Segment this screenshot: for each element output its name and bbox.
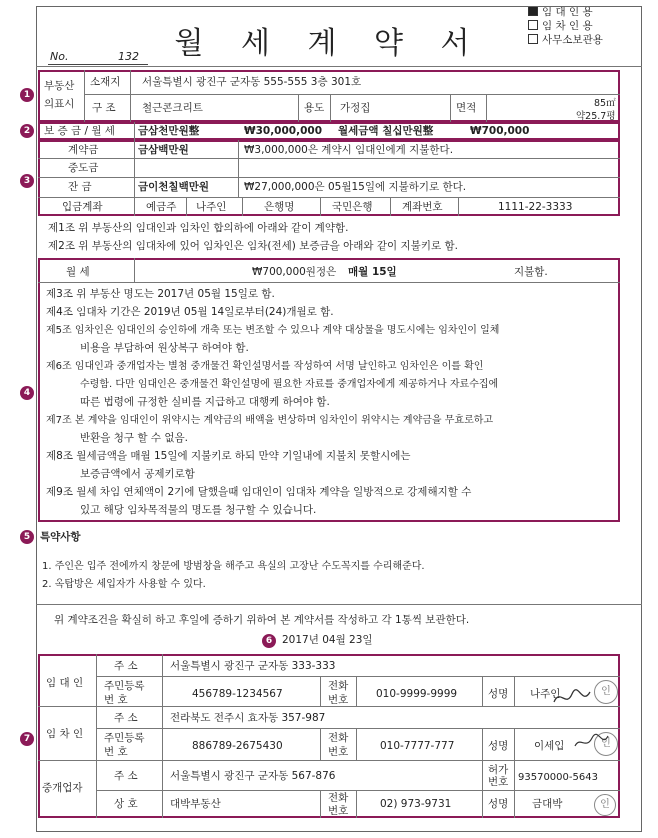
contract-deposit-korean: 금삼백만원 bbox=[138, 144, 189, 156]
broker-name: 금대박 bbox=[532, 798, 563, 810]
lessor-phone-label-2: 번호 bbox=[328, 694, 349, 706]
clause-5: 제5조 임차인은 임대인의 승인하에 개축 또는 변조할 수 있으나 계약 대상물을 명도시에는 임차인이 일체 bbox=[46, 325, 500, 336]
contract-deposit-label: 계약금 bbox=[68, 144, 99, 156]
marker-3: 3 bbox=[20, 174, 34, 188]
clause-9: 제9조 월세 차임 연체액이 2기에 달했을때 임대인이 임대차 계약을 일방적으로 강제해지할 수 bbox=[46, 486, 472, 498]
lessor-seal: 인 bbox=[594, 680, 618, 704]
clause-3: 제3조 위 부동산 명도는 2017년 05월 15일로 함. bbox=[46, 288, 275, 300]
clause-9-cont: 있고 해당 임차목적물의 명도를 청구할 수 있습니다. bbox=[80, 504, 317, 516]
monthly-rent-korean: 월세금액 칠십만원整 bbox=[338, 125, 434, 137]
clause-6-cont-1: 수령함. 다만 임대인은 중개물건 확인설명에 필요한 자료를 중개업자에게 제공하거나 자료수집에 bbox=[80, 379, 499, 390]
holder-value: 나주인 bbox=[196, 201, 227, 213]
lessor-name-label: 성명 bbox=[488, 688, 509, 700]
broker-label: 중개업자 bbox=[42, 782, 83, 794]
lessor-phone-label-1: 전화 bbox=[328, 680, 349, 692]
account-label: 입금계좌 bbox=[62, 201, 103, 213]
marker-5: 5 bbox=[20, 530, 34, 544]
broker-phone: 02) 973-9731 bbox=[380, 798, 452, 810]
lessor-address: 서울특별시 광진구 군자동 333-333 bbox=[170, 660, 336, 672]
checkbox-lessor-copy[interactable]: 임 대 인 용 bbox=[528, 6, 593, 19]
bank-label: 은행명 bbox=[264, 201, 295, 213]
broker-license: 93570000-5643 bbox=[518, 772, 598, 783]
deposit-amount: ₩30,000,000 bbox=[244, 125, 323, 137]
use-label: 용도 bbox=[304, 102, 325, 114]
area-pyeong: 약25.7평 bbox=[576, 111, 616, 122]
monthly-suffix: 지불함. bbox=[514, 266, 548, 278]
broker-phone-label-1: 전화 bbox=[328, 792, 349, 804]
lessee-id-label-1: 주민등록 bbox=[104, 732, 145, 744]
contract-date: 2017년 04월 23일 bbox=[282, 634, 373, 646]
deposit-label: 보 증 금 / 월 세 bbox=[44, 125, 115, 137]
doc-no-label: No. bbox=[50, 50, 69, 63]
balance-korean: 금이천칠백만원 bbox=[138, 181, 210, 193]
lessee-phone-label-2: 번호 bbox=[328, 746, 349, 758]
structure-label: 구 조 bbox=[92, 102, 116, 114]
section-deposit-box bbox=[38, 122, 620, 140]
broker-license-label-1: 허가 bbox=[488, 764, 509, 776]
lessor-address-label: 주 소 bbox=[114, 660, 138, 672]
lessee-seal: 인 bbox=[594, 732, 618, 756]
broker-license-label-2: 번호 bbox=[488, 776, 509, 788]
clause-5-cont: 비용을 부담하여 원상복구 하여야 함. bbox=[80, 342, 249, 354]
clause-7: 제7조 본 계약을 임대인이 위약시는 계약금의 배액을 변상하며 임차인이 위약시는 계약금을 무효로하고 bbox=[46, 415, 494, 426]
lessee-signature-icon bbox=[572, 730, 612, 754]
marker-2: 2 bbox=[20, 124, 34, 138]
property-group-label-1: 부동산 bbox=[44, 80, 75, 92]
lessor-label: 임 대 인 bbox=[46, 677, 84, 689]
location-label: 소재지 bbox=[90, 76, 121, 88]
monthly-pay-day: 매월 15일 bbox=[348, 266, 397, 278]
location-value: 서울특별시 광진구 군자동 555-555 3층 301호 bbox=[142, 76, 362, 88]
lessee-id: 886789-2675430 bbox=[192, 740, 283, 752]
document-title: 월 세 계 약 서 bbox=[174, 26, 484, 61]
broker-address-label: 주 소 bbox=[114, 770, 138, 782]
broker-name-label: 성명 bbox=[488, 798, 509, 810]
contract-deposit-text: ₩3,000,000은 계약시 임대인에게 지불한다. bbox=[244, 144, 454, 156]
lessee-address-label: 주 소 bbox=[114, 712, 138, 724]
marker-4: 4 bbox=[20, 386, 34, 400]
structure-value: 철근콘크리트 bbox=[142, 102, 203, 114]
lessee-phone: 010-7777-777 bbox=[380, 740, 455, 752]
marker-6: 6 bbox=[262, 634, 276, 648]
lessor-signature-icon bbox=[550, 682, 600, 714]
broker-address: 서울특별시 광진구 군자동 567-876 bbox=[170, 770, 336, 782]
clause-1: 제1조 위 부동산의 임대인과 임차인 합의하에 아래와 같이 계약함. bbox=[48, 222, 349, 234]
lessor-name: 나주인 bbox=[530, 688, 561, 700]
lessee-phone-label-1: 전화 bbox=[328, 732, 349, 744]
special-term-1: 1. 주인은 입주 전에까지 창문에 방범창을 해주고 욕실의 고장난 수도꼭지를 수리해준다. bbox=[42, 561, 425, 572]
account-number-value: 1111-22-3333 bbox=[498, 201, 573, 213]
broker-trade-label: 상 호 bbox=[114, 798, 138, 810]
broker-trade-name: 대박부동산 bbox=[170, 798, 221, 810]
monthly-amount-text: ₩700,000원정은 bbox=[252, 266, 337, 278]
area-label: 면적 bbox=[456, 102, 477, 114]
checkbox-office-copy[interactable]: 사무소보관용 bbox=[528, 34, 603, 47]
broker-seal: 인 bbox=[594, 794, 616, 816]
holder-label: 예금주 bbox=[146, 201, 177, 213]
clause-6: 제6조 임대인과 중개업자는 별첨 중개물건 확인설명서를 작성하여 서명 날인하고 임차인은 이를 확인 bbox=[46, 361, 484, 372]
checkbox-lessee-copy[interactable]: 임 차 인 용 bbox=[528, 20, 593, 33]
special-term-2: 2. 옥탑방은 세입자가 사용할 수 있다. bbox=[42, 579, 206, 590]
lessor-id-label-1: 주민등록 bbox=[104, 680, 145, 692]
lessee-label: 임 차 인 bbox=[46, 728, 84, 740]
bank-value: 국민은행 bbox=[332, 201, 373, 213]
marker-1: 1 bbox=[20, 88, 34, 102]
balance-label: 잔 금 bbox=[68, 181, 92, 193]
lessee-address: 전라북도 전주시 효자동 357-987 bbox=[170, 712, 326, 724]
lessor-id: 456789-1234567 bbox=[192, 688, 283, 700]
special-terms-title: 특약사항 bbox=[40, 531, 81, 543]
lessee-name-label: 성명 bbox=[488, 740, 509, 752]
clause-8: 제8조 월세금액을 매월 15일에 지불키로 하되 만약 기일내에 지불치 못할시에는 bbox=[46, 450, 411, 462]
clause-8-cont: 보증금액에서 공제키로함 bbox=[80, 468, 195, 480]
middle-payment-label: 중도금 bbox=[68, 162, 99, 174]
area-value: 85㎡ bbox=[594, 98, 616, 109]
monthly-label: 월 세 bbox=[66, 266, 90, 278]
account-number-label: 계좌번호 bbox=[402, 201, 443, 213]
clause-4: 제4조 임대차 기간은 2019년 05월 14일로부터(24)개월로 함. bbox=[46, 306, 334, 318]
marker-7: 7 bbox=[20, 732, 34, 746]
closing-statement: 위 계약조건을 확실히 하고 후일에 증하기 위하여 본 계약서를 작성하고 각 1통씩 보관한다. bbox=[54, 614, 470, 626]
lessor-phone: 010-9999-9999 bbox=[376, 688, 458, 700]
clause-6-cont-2: 따른 법령에 규정한 실비를 지급하고 대행케 하여야 함. bbox=[80, 396, 330, 408]
deposit-korean-amount: 금삼천만원整 bbox=[138, 125, 200, 137]
monthly-rent-amount: ₩700,000 bbox=[470, 125, 530, 137]
lessee-id-label-2: 번 호 bbox=[104, 746, 128, 758]
clause-2: 제2조 위 부동산의 임대차에 있어 임차인은 임차(전세) 보증금을 아래와 같이 지불키로 함. bbox=[48, 240, 458, 252]
property-group-label-2: 의표시 bbox=[44, 98, 75, 110]
lessor-id-label-2: 번 호 bbox=[104, 694, 128, 706]
use-value: 가정집 bbox=[340, 102, 371, 114]
broker-phone-label-2: 번호 bbox=[328, 805, 349, 817]
clause-7-cont: 반환을 청구 할 수 없음. bbox=[80, 432, 188, 444]
lessee-name: 이세입 bbox=[534, 740, 565, 752]
balance-text: ₩27,000,000은 05월15일에 지불하기로 한다. bbox=[244, 181, 467, 193]
doc-no-value: 132 bbox=[118, 50, 139, 63]
